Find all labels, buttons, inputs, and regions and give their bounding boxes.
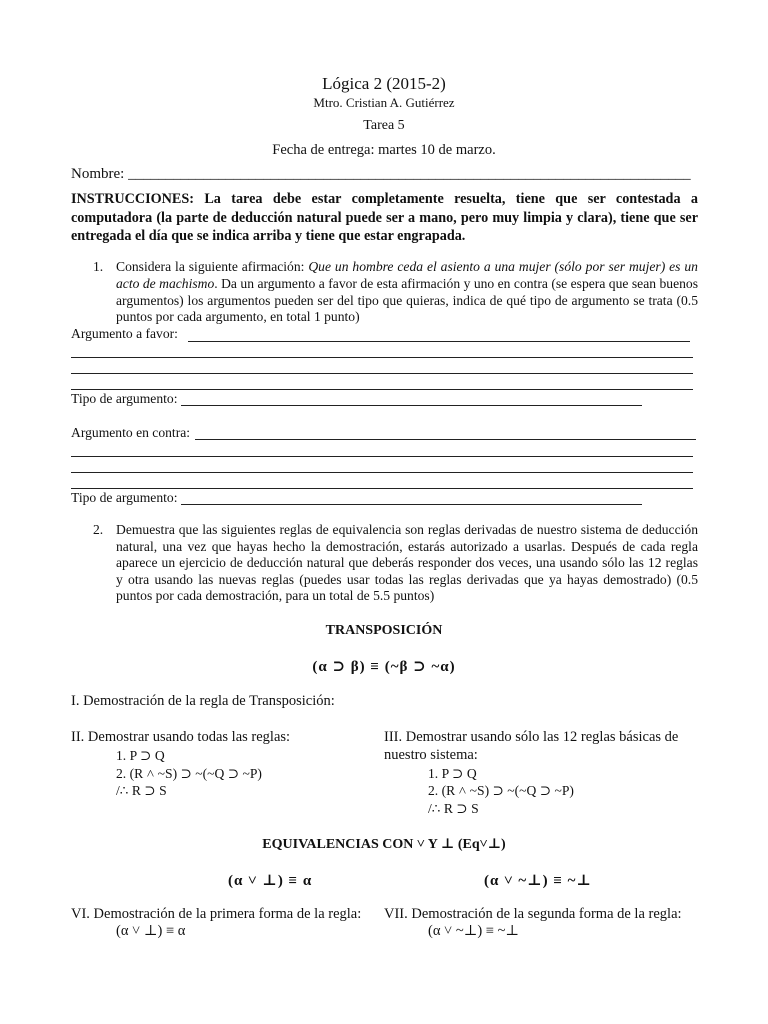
- part-3-premise-2: 2. (R ˄ ~S) ⊃ ~(~Q ⊃ ~P): [428, 783, 574, 798]
- argument-type-label: Tipo de argumento:: [71, 391, 178, 406]
- part-7-formula: (α ˅ ~⊥) ≡ ~⊥: [428, 923, 520, 939]
- question-1-intro: Considera la siguiente afirmación:: [116, 259, 309, 274]
- argument-favor-label: Argumento a favor:: [71, 326, 178, 341]
- question-1-rest: . Da un argumento a favor de esta afirmación y uno en contra (se espera que sean buenos argumentos) los argumentos pueden ser del tipo que quieras, indica de qué tipo de argumento se trata (0.5 puntos por cada argumento, en total 1 punto): [116, 275, 698, 325]
- part-2-premise-2: 2. (R ˄ ~S) ⊃ ~(~Q ⊃ ~P): [116, 766, 262, 781]
- part-2-title: II. Demostrar usando todas las reglas:: [71, 729, 291, 745]
- equivalence-formula-left: (α ˅ ⊥) ≡ α: [228, 873, 313, 889]
- due-date: Fecha de entrega: martes 10 de marzo.: [272, 142, 496, 158]
- question-2-text: Demuestra que las siguientes reglas de equivalencia son reglas derivadas de nuestro sistema de deducción natural, una vez que hayas hecho la demostración, estarás autorizado a usarlas. Después de cada regla aparece un ejercicio de deducción natural que deberás responder dos veces, una usando sólo las 12 reglas y otra usando las nuevas reglas (puedes usar todas las reglas derivadas que ya hayas demostrado) (0.5 puntos por cada demostración, para un total de 5.5 puntos): [116, 522, 698, 603]
- name-field-line: Nombre: ___________________________________________________________________________: [71, 166, 691, 182]
- part-1-label: I. Demostración de la regla de Transposición:: [71, 693, 335, 709]
- part-2-premise-1: 1. P ⊃ Q: [116, 748, 165, 763]
- answer-line: [181, 504, 642, 505]
- answer-line: [188, 341, 690, 342]
- argument-type-label-2: Tipo de argumento:: [71, 490, 178, 505]
- answer-line: [181, 405, 642, 406]
- course-title: Lógica 2 (2015-2): [322, 74, 446, 93]
- part-3-title-line-2: nuestro sistema:: [384, 747, 478, 763]
- question-1-text: [116, 259, 698, 326]
- answer-line: [71, 373, 693, 374]
- answer-line: [71, 456, 693, 457]
- task-title: Tarea 5: [363, 118, 405, 133]
- argument-contra-label: Argumento en contra:: [71, 425, 191, 440]
- part-7-label: VII. Demostración de la segunda forma de la regla:: [384, 906, 682, 922]
- answer-line: [71, 389, 693, 390]
- part-3-conclusion: /∴ R ⊃ S: [428, 801, 479, 816]
- question-1-quote: Que un hombre ceda el asiento a una mujer (sólo por ser mujer) es un acto de machismo: [116, 259, 698, 291]
- answer-line: [71, 357, 693, 358]
- equivalences-heading: EQUIVALENCIAS CON ˅ Y ⊥ (Eq˅⊥): [262, 837, 506, 852]
- part-3-premise-1: 1. P ⊃ Q: [428, 766, 477, 781]
- instructions-paragraph: INSTRUCCIONES: La tarea debe estar completamente resuelta, tiene que ser contestada a computadora (la parte de deducción natural puede ser a mano, pero muy limpia y clara), tiene que ser entregada el día que se indica arriba y tiene que estar engrapada.: [71, 191, 698, 244]
- equivalence-formula-right: (α ˅ ~⊥) ≡ ~⊥: [484, 873, 592, 889]
- question-2-number: 2.: [93, 522, 104, 537]
- question-1-number: 1.: [93, 259, 104, 274]
- answer-line: [71, 488, 693, 489]
- transposition-heading: TRANSPOSICIÓN: [325, 623, 443, 638]
- part-2-conclusion: /∴ R ⊃ S: [116, 783, 167, 798]
- answer-line: [71, 472, 693, 473]
- transposition-formula: (α ⊃ β) ≡ (~β ⊃ ~α): [312, 659, 456, 675]
- part-6-formula: (α ˅ ⊥) ≡ α: [116, 923, 186, 939]
- teacher-name: Mtro. Cristian A. Gutiérrez: [313, 95, 455, 110]
- part-3-title-line-1: III. Demostrar usando sólo las 12 reglas básicas de: [384, 729, 679, 745]
- part-6-label: VI. Demostración de la primera forma de la regla:: [71, 906, 362, 922]
- answer-line: [195, 439, 696, 440]
